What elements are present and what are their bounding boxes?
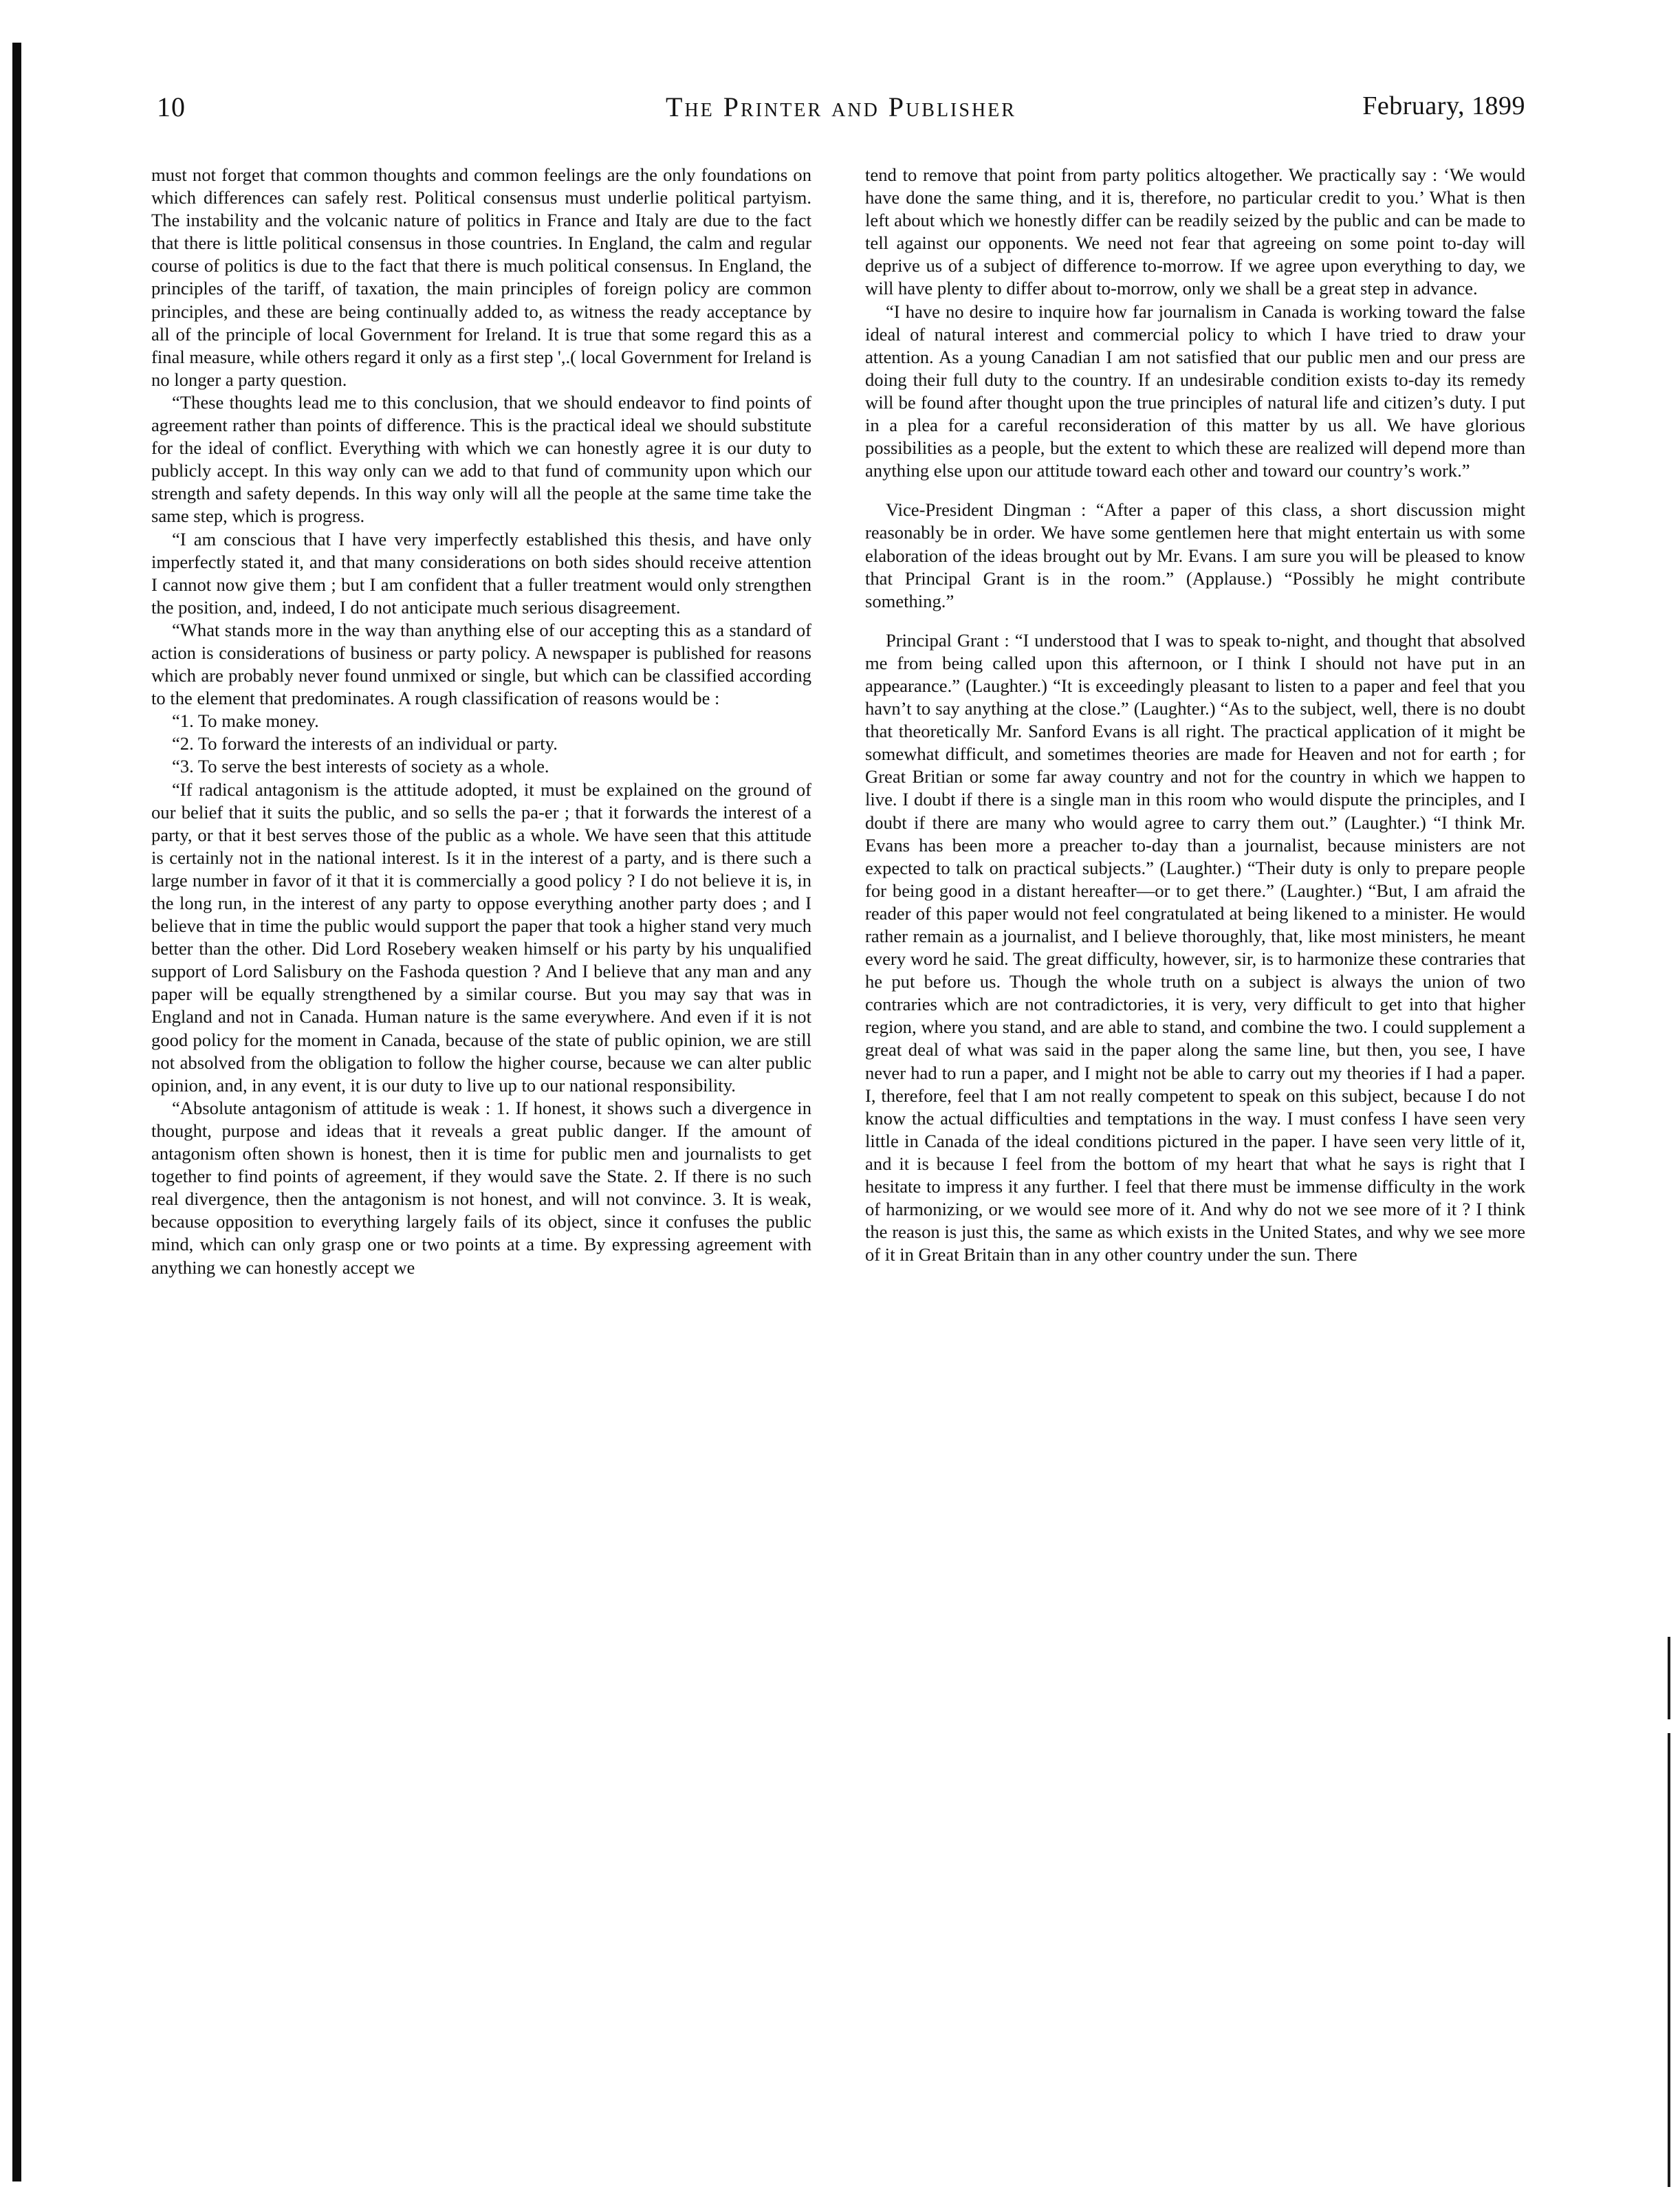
list-item: “2. To forward the interests of an individual or party.: [172, 733, 558, 754]
right-column: [865, 164, 1525, 1266]
paragraph: must not forget that common thoughts and common feelings are the only foundations on which differences can safely rest. Political consensus must underlie political partyism. The instability and the volcanic nature of politics in France and Italy are due to the fact that there is little political consensus in those countries. In England, the calm and regular course of politics is due to the fact that there is much political consensus. In England, the principles of the tariff, of taxation, the main principles of foreign policy are common principles, and these are being continually added to, as witness the ready acceptance by all of the principle of local Government for Ireland. It is true that some regard this as a final measure, while others regard it only as a first step ',.( local Government for Ireland is no longer a party question.: [151, 164, 811, 390]
paragraph: “These thoughts lead me to this conclusion, that we should endeavor to find points of agreement rather than points of difference. This is the practical ideal we should substitute for the ideal of conflict. Everything with which we can honestly agree it is our duty to publicly accept. In this way only can we add to that fund of community upon which our strength and safety depends. In this way only will all the people at the same time take the same step, which is progress.: [151, 391, 811, 527]
list-item: “3. To serve the best interests of society as a whole.: [172, 756, 549, 777]
scan-edge-bar: [12, 43, 21, 2181]
issue-date: February, 1899: [1362, 91, 1525, 120]
paragraph: “Absolute antagonism of attitude is weak : 1. If honest, it shows such a divergence in thought, purpose and ideas that it reveals a great public danger. If the amount of antagonism often shown is honest, then it is time for public men and journalists to get together to find points of agreement, if they would save the State. 2. If there is no such real divergence, then the antagonism is not honest, and will not convince. 3. It is weak, because opposition to everything largely fails of its object, since it confuses the public mind, which can only grasp one or two points at a time. By expressing agreement with anything we can honestly accept we: [151, 1097, 811, 1278]
list-item: “1. To make money.: [172, 710, 319, 732]
paragraph: “I have no desire to inquire how far journalism in Canada is working toward the false ideal of natural interest and commercial policy to which I have tried to draw your attention. As a young Canadian I am not satisfied that our public men and our press are doing their full duty to the country. If an undesirable condition exists to-day its remedy will be found after thought upon the true principles of natural life and citizen’s duty. I put in a plea for a careful reconsideration of this matter by us all. We have glorious possibilities as a people, but the extent to which these are realized will depend more than anything else upon our attitude toward each other and toward our country’s work.”: [865, 301, 1525, 481]
page-number: 10: [157, 91, 186, 122]
paragraph: Principal Grant : “I understood that I was to speak to-night, and thought that absolved me from being called upon this afternoon, or I think I should not have put in an appearance.” (Laughter.) “It is exceedingly pleasant to listen to a paper and feel that you havn’t to say anything at the close.” (Laughter.) “As to the subject, well, there is no doubt that theoretically Mr. Sanford Evans is all right. The practical application of it might be somewhat difficult, and sometimes theories are made for Heaven and not for earth ; for Great Britian or some far away country and not for the country in which we happen to live. I doubt if there is a single man in this room who would dispute the principles, and I doubt if there are many who would agree to carry them out.” (Laughter.) “I think Mr. Evans has been more a preacher to-day than a journalist, because ministers are not expected to talk on practical subjects.” (Laughter.) “Their duty is only to prepare people for being good in a distant hereafter—or to get there.” (Laughter.) “But, I am afraid the reader of this paper would not feel congratulated at being likened to a minister. He would rather remain as a journalist, and I believe thoroughly, that, like most ministers, he meant every word he said. The great difficulty, however, sir, is to harmonize these contraries that he put before us. Though the whole truth on a subject is always the union of two contraries which are not contradictories, it is very, very difficult to get into that higher region, where you stand, and are able to stand, and combine the two. I could supplement a great deal of what was said in the paper along the same line, but then, you see, I have never had to run a paper, and I might not be able to carry out my theories if I had a paper. I, therefore, feel that I am not really competent to speak on this subject, because I do not know the actual difficulties and temptations in the way. I must confess I have seen very little in Canada of the ideal conditions pictured in the paper. I have seen very little of it, and it is because I feel from the bottom of my heart that what he says is right that I hesitate to impress it any further. I feel that there must be immense difficulty in the work of harmonizing, or we would see more of it. And why do not we see more of it ? I think the reason is just this, the same as which exists in the United States, and why we see more of it in Great Britain than in any other country under the sun. There: [865, 629, 1525, 1265]
page-header: [157, 91, 1525, 132]
scan-edge-mark: [1668, 1637, 1670, 1719]
paragraph: “What stands more in the way than anything else of our accepting this as a standard of action is considerations of business or party policy. A newspaper is published for reasons which are probably never found unmixed or single, but which can be classified according to the element that predominates. A rough classification of reasons would be :: [151, 619, 811, 709]
scan-edge-mark: [1668, 1733, 1670, 2187]
paragraph: tend to remove that point from party politics altogether. We practically say : ‘We would have done the same thing, and it is, therefore, no particular credit to you.’ What is then left about which we honestly differ can be readily seized by the public and can be made to tell against our opponents. We need not fear that agreeing on some point to-day will deprive us of a subject of difference to-morrow. If we agree upon everything to day, we will have plenty to differ about to-morrow, only we shall be a great step in advance.: [865, 164, 1525, 299]
paragraph: “I am conscious that I have very imperfectly established this thesis, and have only imperfectly stated it, and that many considerations on both sides should receive attention I cannot now give them ; but I am confident that a fuller treatment would only strengthen the position, and, indeed, I do not anticipate much serious disagreement.: [151, 528, 811, 618]
paragraph: Vice-President Dingman : “After a paper of this class, a short discussion might reasonably be in order. We have some gentlemen here that might entertain us with some elaboration of the ideas brought out by Mr. Evans. I am sure you will be pleased to know that Principal Grant is in the room.” (Applause.) “Possibly he might contribute something.”: [865, 499, 1525, 611]
left-column: [151, 164, 811, 1279]
paragraph: “If radical antagonism is the attitude adopted, it must be explained on the ground of our belief that it suits the public, and so sells the pa‐er ; that it forwards the interest of a party, or that it best serves those of the public as a whole. We have seen that this attitude is certainly not in the national interest. Is it in the interest of a party, and is there such a large number in favor of it that it is commercially a good policy ? I do not believe it is, in the long run, in the interest of any party to oppose everything another party does ; and I believe that in time the public would support the paper that took a higher stand very much better than the other. Did Lord Rosebery weaken himself or his party by his unqualified support of Lord Salisbury on the Fashoda question ? And I believe that any man and any paper will be equally strengthened by a similar course. But you may say that was in England and not in Canada. Human nature is the same everywhere. And even if it is not good policy for the moment in Canada, because of the state of public opinion, we are still not absolved from the obligation to follow the higher course, because we can alter public opinion, and, in any event, it is our duty to live up to our national responsibility.: [151, 779, 811, 1096]
running-title: The Printer and Publisher: [666, 91, 1016, 122]
